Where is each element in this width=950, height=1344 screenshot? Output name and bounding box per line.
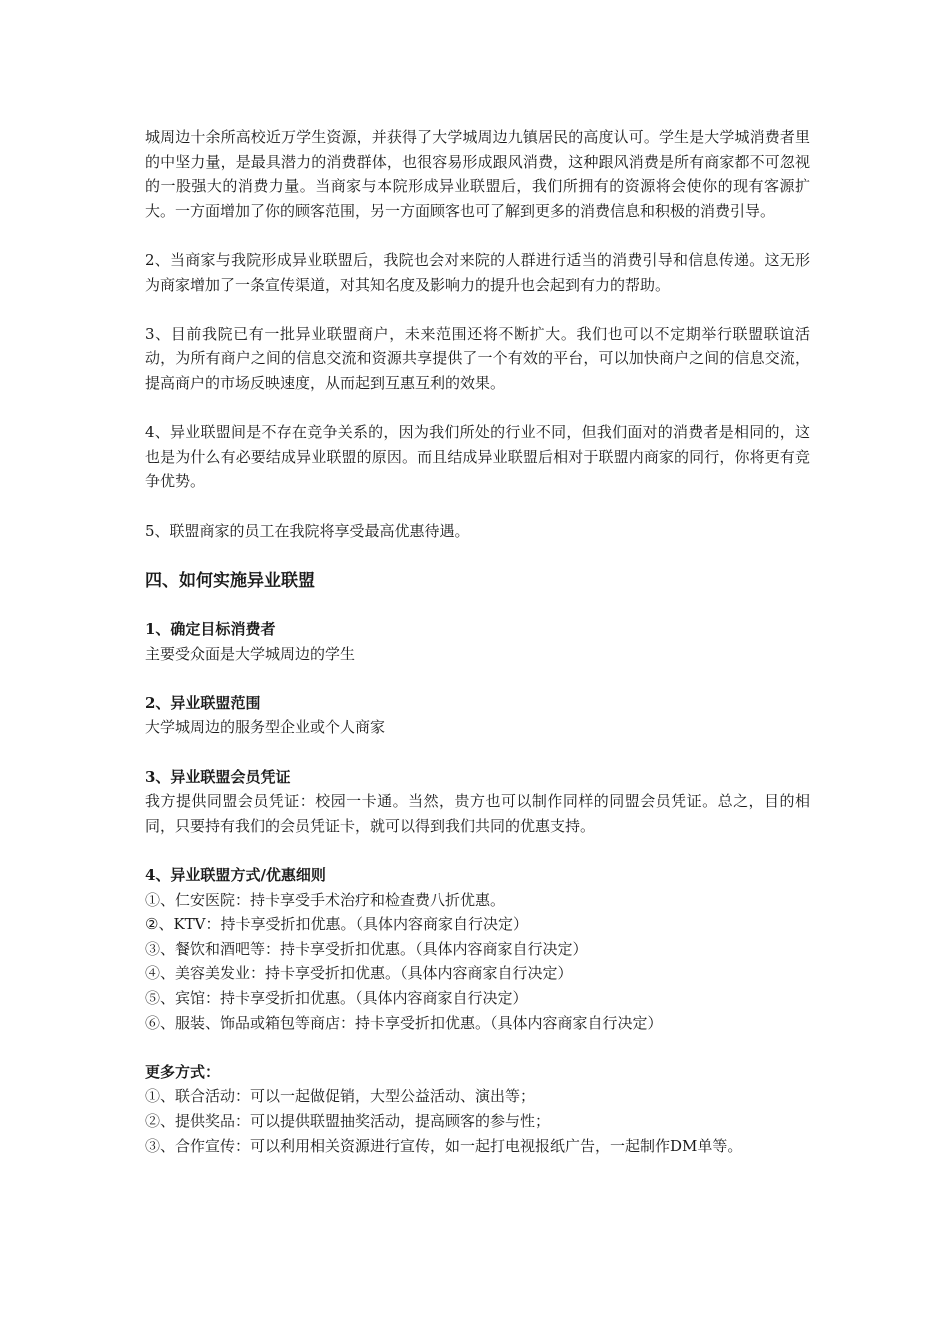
paragraph-3: 3、目前我院已有一批异业联盟商户，未来范围还将不断扩大。我们也可以不定期举行联盟联谊活动，为所有商户之间的信息交流和资源共享提供了一个有效的平台，可以加快商户之间的信息交流，提高商户的市场反映速度，从而起到互惠互利的效果。: [145, 324, 810, 392]
list-item: ①、联合活动：可以一起做促销，大型公益活动、演出等；: [145, 1087, 536, 1106]
list-item: ⑥、服装、饰品或箱包等商店：持卡享受折扣优惠。（具体内容商家自行决定）: [145, 1013, 663, 1032]
list-item: ⑤、宾馆：持卡享受折扣优惠。（具体内容商家自行决定）: [145, 989, 528, 1007]
list-item: ②、提供奖品：可以提供联盟抽奖活动，提高顾客的参与性；: [145, 1111, 551, 1130]
section-heading: 四、如何实施异业联盟: [145, 571, 315, 592]
list-item: ①、仁安医院：持卡享受手术治疗和检查费八折优惠。: [145, 890, 506, 909]
more-methods-title: 更多方式：: [145, 1062, 221, 1081]
subsection-title-3: 3、异业联盟会员凭证: [145, 767, 291, 786]
subsection-title-4: 4、异业联盟方式/优惠细则: [145, 866, 326, 885]
subsection-text-1: 主要受众面是大学城周边的学生: [145, 644, 356, 663]
paragraph-2: 2、当商家与我院形成异业联盟后，我院也会对来院的人群进行适当的消费引导和信息传递。这无形为商家增加了一条宣传渠道，对其知名度及影响力的提升也会起到有力的帮助。: [145, 250, 810, 294]
subsection-text-2: 大学城周边的服务型企业或个人商家: [145, 718, 386, 737]
paragraph-5: 5、联盟商家的员工在我院将享受最高优惠待遇。: [145, 521, 470, 540]
list-item: ②、KTV：持卡享受折扣优惠。（具体内容商家自行决定）: [145, 915, 528, 934]
list-item: ③、餐饮和酒吧等：持卡享受折扣优惠。（具体内容商家自行决定）: [145, 939, 588, 958]
subsection-title-1: 1、确定目标消费者: [145, 620, 276, 639]
list-item: ③、合作宣传：可以利用相关资源进行宣传，如一起打电视报纸广告，一起制作DM单等。: [145, 1136, 743, 1155]
subsection-title-2: 2、异业联盟范围: [145, 693, 261, 712]
list-item: ④、美容美发业：持卡享受折扣优惠。（具体内容商家自行决定）: [145, 964, 573, 983]
paragraph-4: 4、异业联盟间是不存在竞争关系的，因为我们所处的行业不同，但我们面对的消费者是相同的，这也是为什么有必要结成异业联盟的原因。而且结成异业联盟后相对于联盟内商家的同行，你将更有竞争优势。: [145, 423, 810, 491]
document-body: [145, 125, 810, 1158]
paragraph-intro: 城周边十余所高校近万学生资源，并获得了大学城周边九镇居民的高度认可。学生是大学城消费者里的中坚力量，是最具潜力的消费群体，也很容易形成跟风消费，这种跟风消费是所有商家都不可忽视的一股强大的消费力量。当商家与本院形成异业联盟后，我们所拥有的资源将会使你的现有客源扩大。一方面增加了你的顾客范围，另一方面顾客也可了解到更多的消费信息和积极的消费引导。: [145, 128, 810, 220]
subsection-text-3: 我方提供同盟会员凭证：校园一卡通。当然，贵方也可以制作同样的同盟会员凭证。总之，目的相同，只要持有我们的会员凭证卡，就可以得到我们共同的优惠支持。: [145, 792, 810, 835]
